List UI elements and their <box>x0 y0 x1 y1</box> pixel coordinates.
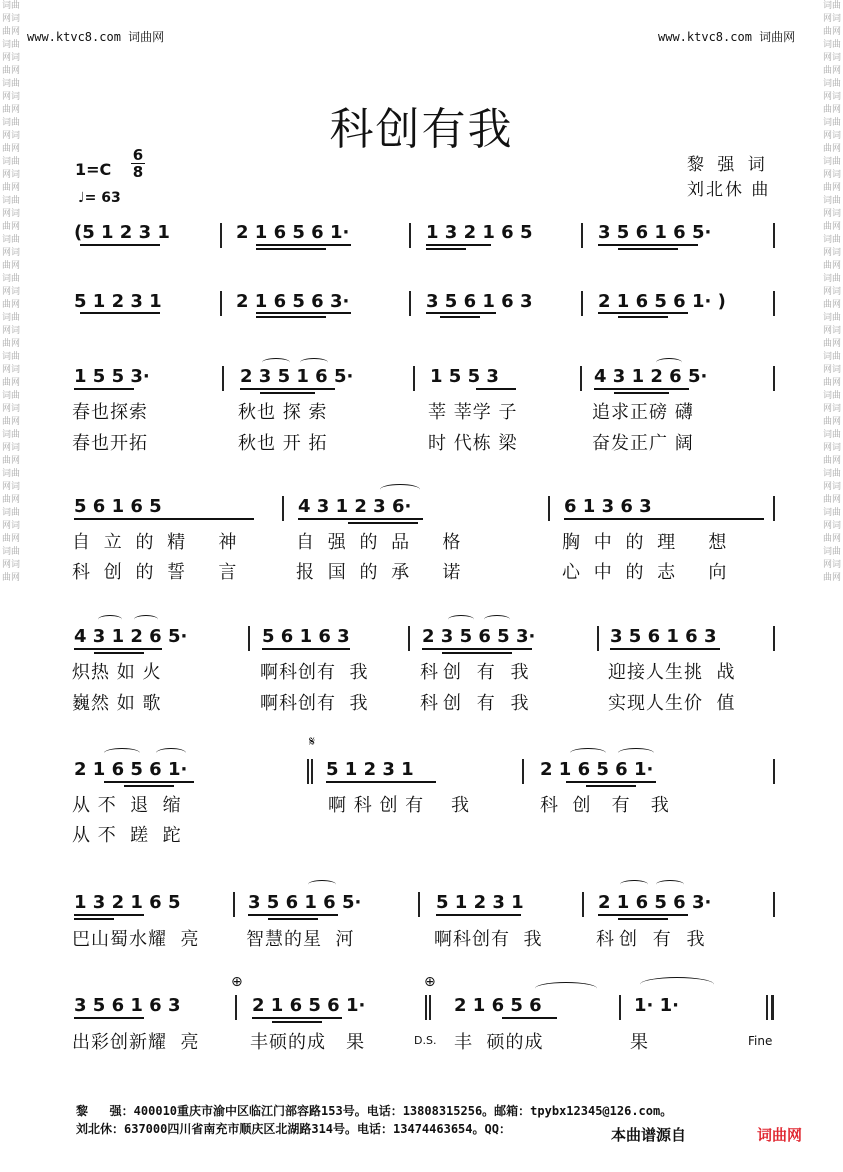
tempo-marking: ♩= 63 <box>78 190 121 206</box>
measure: 2 1 6 5 6 1· <box>74 759 188 780</box>
measure: 2 1 6 5 6 1· ) <box>598 291 726 312</box>
measure: 3 5 6 1 6 5· <box>598 222 712 243</box>
measure: 3 5 6 1 6 3 <box>610 626 717 647</box>
measure: 4 3 1 2 6 5· <box>74 626 188 647</box>
footer-composer-contact: 刘北休：637000四川省南充市顺庆区北湖路314号。电话：13474463654。QQ： <box>76 1122 511 1136</box>
ds-marking: D.S. <box>414 1034 437 1047</box>
lyric-verse1: 啊科创有 我 <box>434 929 543 950</box>
lyric-verse2: 巍然 如 歌 <box>72 693 162 714</box>
measure: 3 5 6 1 6 3 <box>74 995 181 1016</box>
time-top: 6 <box>132 146 144 164</box>
lyric-verse1: 出彩创新耀 亮 <box>72 1032 200 1053</box>
segno-symbol: 𝄋 <box>309 734 316 750</box>
measure: 1 5 5 3 <box>430 366 499 387</box>
time-bottom: 8 <box>132 163 144 181</box>
lyric-verse2: 实现人生价 值 <box>608 693 736 714</box>
measure: 1 3 2 1 6 5 <box>426 222 533 243</box>
lyric-verse1: 科创 有 我 <box>420 662 534 683</box>
lyric-verse1: 胸 中 的 理 想 <box>562 532 731 553</box>
measure: 1 5 5 3· <box>74 366 150 387</box>
measure: (5 1 2 3 1 <box>74 222 170 243</box>
measure: 2 1 6 5 6 1· <box>252 995 366 1016</box>
time-signature <box>131 148 145 180</box>
lyric-verse1: 春也探索 <box>72 402 148 423</box>
measure: 5 6 1 6 3 <box>262 626 350 647</box>
lyric-verse1: 自 强 的 品 格 <box>296 532 465 553</box>
site-url-right[interactable]: www.ktvc8.com 词曲网 <box>658 30 796 44</box>
lyric-verse1: 啊科创有 我 <box>260 662 369 683</box>
lyric-verse1: 追求正磅 礴 <box>592 402 694 423</box>
measure: 5 1 2 3 1 <box>326 759 414 780</box>
lyric-verse2: 科 创 的 誓 言 <box>72 562 241 583</box>
lyric-verse1: 炽热 如 火 <box>72 662 162 683</box>
lyric-verse1: 从 不 退 缩 <box>72 795 182 816</box>
measure: 5 1 2 3 1 <box>74 291 162 312</box>
measure: 2 3 5 1 6 5· <box>240 366 354 387</box>
watermark-right: 词曲网词曲网词曲网词曲网词曲网词曲网词曲网词曲网词曲网词曲网词曲网词曲网词曲网词曲网词曲网词曲网词曲网词曲网词曲网词曲网词曲网词曲网词曲网词曲网词曲网词曲网词曲网词曲网词曲网词曲网 <box>823 1 841 583</box>
measure: 2 1 6 5 6 <box>454 995 542 1016</box>
composer-credit: 刘北休 曲 <box>687 180 771 200</box>
lyric-verse1: 智慧的星 河 <box>246 929 355 950</box>
measure: 1· 1· <box>634 995 679 1016</box>
lyric-verse2: 秋也 开 拓 <box>238 433 328 454</box>
lyric-verse2: 时 代栋 梁 <box>428 433 518 454</box>
coda-symbol: ⊕ <box>231 974 243 990</box>
lyric-verse2: 从 不 蹉 跎 <box>72 825 182 846</box>
lyric-verse2: 啊科创有 我 <box>260 693 369 714</box>
lyric-verse1: 啊 科 创 有 我 <box>328 795 471 816</box>
lyric-verse1: 丰 硕的成 <box>454 1032 544 1053</box>
footer-lyricist-contact: 黎 强：400010重庆市渝中区临江门部容路153号。电话：13808315256。邮箱：tpybx12345@126.com。 <box>76 1104 673 1118</box>
lyric-verse1: 果 <box>630 1032 649 1053</box>
lyric-verse1: 科创 有 我 <box>596 929 710 950</box>
site-logo[interactable]: 词曲网 <box>757 1126 803 1144</box>
lyric-verse1: 科 创 有 我 <box>540 795 670 816</box>
measure: 3 5 6 1 6 3 <box>426 291 533 312</box>
measure: 2 1 6 5 6 3· <box>236 291 350 312</box>
lyric-verse2: 心 中 的 志 向 <box>562 562 731 583</box>
lyric-verse2: 春也开拓 <box>72 433 148 454</box>
key-signature: 1=C <box>75 160 112 179</box>
lyricist-credit: 黎 强 词 <box>687 155 769 175</box>
measure: 2 1 6 5 6 1· <box>236 222 350 243</box>
measure: 5 1 2 3 1 <box>436 892 524 913</box>
site-url-left[interactable]: www.ktvc8.com 词曲网 <box>27 30 165 44</box>
lyric-verse1: 丰硕的成 果 <box>250 1032 366 1053</box>
lyric-verse1: 莘 莘学 子 <box>428 402 518 423</box>
watermark-left: 词曲网词曲网词曲网词曲网词曲网词曲网词曲网词曲网词曲网词曲网词曲网词曲网词曲网词曲网词曲网词曲网词曲网词曲网词曲网词曲网词曲网词曲网词曲网词曲网词曲网词曲网词曲网词曲网词曲网词曲网 <box>2 1 20 583</box>
lyric-verse2: 科创 有 我 <box>420 693 534 714</box>
lyric-verse1: 秋也 探 索 <box>238 402 328 423</box>
measure: 2 1 6 5 6 1· <box>540 759 654 780</box>
source-label: 本曲谱源自 <box>611 1126 687 1144</box>
lyric-verse1: 巴山蜀水耀 亮 <box>72 929 200 950</box>
lyric-verse2: 报 国 的 承 诺 <box>296 562 465 583</box>
measure: 2 1 6 5 6 3· <box>598 892 712 913</box>
measure: 4 3 1 2 6 5· <box>594 366 708 387</box>
lyric-verse1: 迎接人生挑 战 <box>608 662 736 683</box>
lyric-verse1: 自 立 的 精 神 <box>72 532 241 553</box>
lyric-verse2: 奋发正广 阔 <box>592 433 694 454</box>
fine-marking: Fine <box>748 1034 773 1048</box>
measure: 5 6 1 6 5 <box>74 496 162 517</box>
measure: 1 3 2 1 6 5 <box>74 892 181 913</box>
measure: 2 3 5 6 5 3· <box>422 626 536 647</box>
coda-symbol: ⊕ <box>424 974 436 990</box>
measure: 4 3 1 2 3 6· <box>298 496 412 517</box>
measure: 6 1 3 6 3 <box>564 496 652 517</box>
song-title: 科创有我 <box>329 104 514 155</box>
measure: 3 5 6 1 6 5· <box>248 892 362 913</box>
